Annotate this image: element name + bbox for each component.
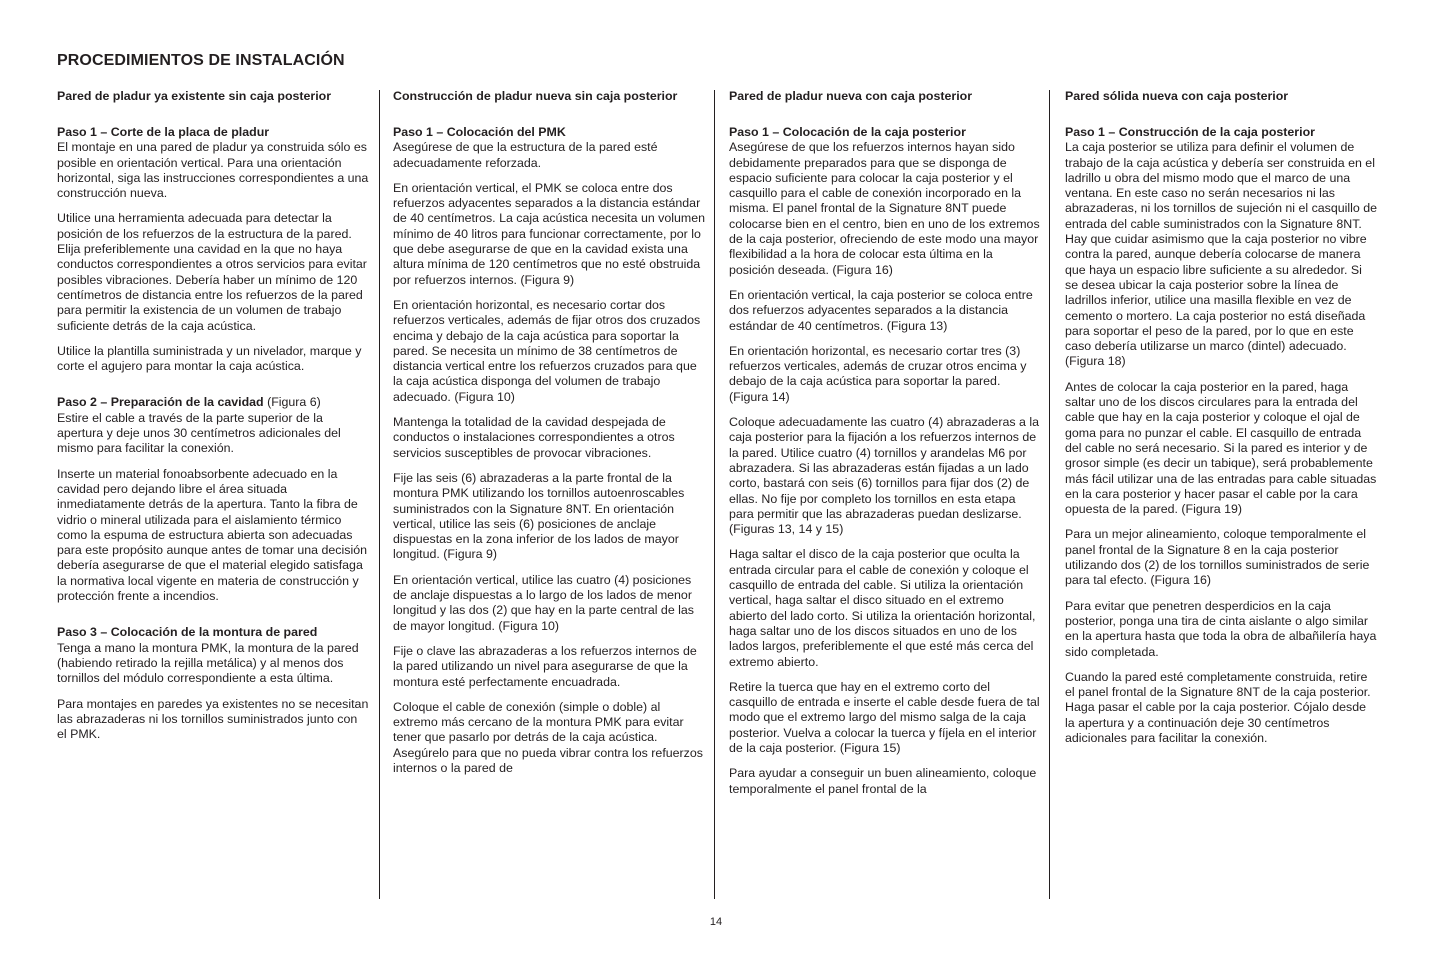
paragraph: Fije o clave las abrazaderas a los refuerzos internos de la pared utilizando un nivel para asegurarse de que la montura esté perfectamente encuadrada. bbox=[393, 643, 697, 689]
paragraph: En orientación horizontal, es necesario cortar dos refuerzos verticales, además de fijar otros dos cruzados encima y debajo de la caja acústica para soportar la pared. Se necesita un mínimo de 38 centímetros de distancia vertical entre los refuerzos cruzados para que la caja acústica disponga del volumen de trabajo adecuado. (Figura 10) bbox=[393, 297, 701, 404]
paragraph: El montaje en una pared de pladur ya construida sólo es posible en orientación vertical. Para una orientación horizontal, siga las instrucciones correspondientes a una construcción nueva. bbox=[57, 140, 369, 201]
step-title bbox=[729, 125, 1041, 140]
step-section bbox=[1065, 125, 1377, 370]
step-title bbox=[57, 395, 369, 410]
column-new-solid-wall-backbox bbox=[1065, 88, 1377, 756]
paragraph: Coloque adecuadamente las cuatro (4) abrazaderas a la caja posterior para la fijación a los refuerzos internos de la pared. Utilice cuatro (4) tornillos y arandelas M6 por abrazadera. Si las abrazaderas están fijadas a un lado corto, bastará con seis (6) tornillos para fijar dos (2) de ellas. No fije por completo los tornillos en esta etapa para permitir que las abrazaderas puedan deslizarse. (Figuras 13, 14 y 15) bbox=[729, 415, 1039, 537]
step-title-text: Paso 3 – Colocación de la montura de pared bbox=[57, 625, 318, 640]
column-divider bbox=[1049, 90, 1050, 899]
paragraph: Cuando la pared esté completamente construida, retire el panel frontal de la Signature 8NT de la caja posterior. Haga pasar el cable por la caja posterior. Cójalo desde la apertura y a continuación deje 30 centímetros adicionales para facilitar la conexión. bbox=[1065, 669, 1371, 745]
step-section bbox=[393, 125, 705, 171]
step-title bbox=[57, 625, 369, 640]
step-title-text: Paso 2 – Preparación de la cavidad bbox=[57, 395, 264, 410]
column-new-plasterboard-no-backbox bbox=[393, 88, 705, 786]
paragraph: Tenga a mano la montura PMK, la montura de la pared (habiendo retirado la rejilla metálica) y al menos dos tornillos del módulo correspondiente a esta última. bbox=[57, 640, 359, 686]
step-title-text: Paso 1 – Construcción de la caja posterior bbox=[1065, 125, 1315, 139]
paragraph: Para montajes en paredes ya existentes no se necesitan las abrazaderas ni los tornillos suministrados junto con el PMK. bbox=[57, 696, 369, 742]
step-title-text: Paso 1 – Colocación de la caja posterior bbox=[729, 125, 966, 139]
paragraph: Coloque el cable de conexión (simple o doble) al extremo más cercano de la montura PMK para evitar tener que pasarlo por detrás de la caja acústica. Asegúrelo para que no pueda vibrar contra los refuerzos internos o la pared de bbox=[393, 699, 703, 775]
column-heading: Pared de pladur ya existente sin caja posterior bbox=[57, 89, 332, 103]
paragraph: Asegúrese de que los refuerzos internos hayan sido debidamente preparados para que se disponga de espacio suficiente para colocar la caja posterior y el casquillo para el cable de conexión incorporado en la misma. El panel frontal de la Signature 8NT puede colocarse bien en el centro, bien en uno de los extremos de la caja posterior, ofreciendo de este modo una mayor flexibilidad a la hora de colocar esta última en la posición deseada. (Figura 16) bbox=[729, 140, 1040, 277]
paragraph: Estire el cable a través de la parte superior de la apertura y deje unos 30 centímetros adicionales del mismo para facilitar la conexión. bbox=[57, 410, 341, 456]
column-heading: Pared de pladur nueva con caja posterior bbox=[729, 89, 973, 103]
column-divider bbox=[379, 90, 380, 899]
paragraph: Para evitar que penetren desperdicios en la caja posterior, ponga una tira de cinta aislante o algo similar en la apertura hasta que toda la obra de albañilería haya sido completada. bbox=[1065, 598, 1377, 659]
paragraph: En orientación vertical, utilice las cuatro (4) posiciones de anclaje dispuestas a lo largo de los lados de menor longitud y las dos (2) que hay en la parte central de las de mayor longitud. (Figura 10) bbox=[393, 572, 694, 633]
step-title bbox=[57, 125, 369, 140]
step-title bbox=[393, 125, 705, 140]
step-section bbox=[57, 625, 369, 686]
step-title bbox=[1065, 125, 1377, 140]
column-new-plasterboard-backbox bbox=[729, 88, 1041, 807]
step-section bbox=[57, 395, 369, 456]
paragraph: Mantenga la totalidad de la cavidad despejada de conductos o instalaciones correspondientes a otros servicios susceptibles de provocar vibraciones. bbox=[393, 415, 675, 460]
paragraph: Utilice la plantilla suministrada y un nivelador, marque y corte el agujero para montar la caja acústica. bbox=[57, 343, 362, 374]
paragraph: Antes de colocar la caja posterior en la pared, haga saltar uno de los discos circulares para la entrada del cable que hay en la caja posterior y coloque el ojal de goma para no punzar el cable. El casquillo de entrada del cable no será necesario. Si la pared es interior y de grosor simple (es decir un tabique), será probablemente más fácil utilizar una de las entradas para cable situadas en la cara posterior y hacer pasar el cable por la cara opuesta de la pared. (Figura 19) bbox=[1065, 379, 1377, 517]
paragraph: En orientación horizontal, es necesario cortar tres (3) refuerzos verticales, además de cruzar otros encima y debajo de la caja acústica para soportar la pared. (Figura 14) bbox=[729, 343, 1027, 404]
paragraph: Para un mejor alineamiento, coloque temporalmente el panel frontal de la Signature 8 en la caja posterior utilizando dos (2) de los tornillos suministrados de serie para tal efecto. (Figura 16) bbox=[1065, 527, 1370, 588]
figure-reference: (Figura 6) bbox=[263, 395, 321, 410]
paragraph: La caja posterior se utiliza para definir el volumen de trabajo de la caja acústica y debería ser construida en el ladrillo u obra del mismo modo que el marco de una ventana. En este caso no serán necesarios ni las abrazaderas, ni los tornillos de sujeción ni el casquillo de entrada del cable suministrados con la Signature 8NT. Hay que cuidar asimismo que la caja posterior no vibre contra la pared, aunque debería colocarse de manera que haya un espacio libre suficiente a su alrededor. Si se desea ubicar la caja posterior sobre la línea de ladrillos inferior, utilice una masilla flexible en vez de cemento o mortero. La caja posterior no está diseñada para soportar el peso de la pared, por lo que en este caso debería utilizarse un marco (dintel) adecuado. (Figura 18) bbox=[1065, 140, 1378, 369]
column-heading: Pared sólida nueva con caja posterior bbox=[1065, 89, 1289, 103]
step-section bbox=[57, 125, 369, 201]
paragraph: Para ayudar a conseguir un buen alineamiento, coloque temporalmente el panel frontal de la bbox=[729, 766, 1037, 796]
paragraph: Inserte un material fonoabsorbente adecuado en la cavidad pero dejando libre el área situada inmediatamente detrás de la apertura. Tanto la fibra de vidrio o mineral utilizada para el aislamiento térmico como la espuma de estructura abierta son adecuadas para este propósito aunque antes de tomar una decisión debería asegurarse de que el material elegido satisfaga la normativa local vigente en materia de construcción y protección frente a incendios. bbox=[57, 466, 367, 604]
column-divider bbox=[714, 90, 715, 899]
page-title: PROCEDIMIENTOS DE INSTALACIÓN bbox=[57, 52, 345, 69]
paragraph: En orientación vertical, la caja posterior se coloca entre dos refuerzos adyacentes separados a la distancia estándar de 40 centímetros. (Figura 13) bbox=[729, 287, 1033, 333]
paragraph: Asegúrese de que la estructura de la pared esté adecuadamente reforzada. bbox=[393, 140, 658, 170]
paragraph: En orientación vertical, el PMK se coloca entre dos refuerzos adyacentes separados a la distancia estándar de 40 centímetros. La caja acústica necesita un volumen mínimo de 40 litros para funcionar correctamente, por lo que debe asegurarse de que en la cavidad exista una altura mínima de 120 centímetros que no esté obstruida por refuerzos internos. (Figura 9) bbox=[393, 180, 706, 287]
step-section bbox=[729, 125, 1041, 278]
paragraph: Haga saltar el disco de la caja posterior que oculta la entrada circular para el cable de conexión y coloque el casquillo de entrada del cable. Si utiliza la orientación vertical, haga saltar el disco situado en el extremo abierto del lado corto. Si utiliza la orientación horizontal, haga saltar uno de los discos situados en uno de los lados largos, preferiblemente el que esté más cerca del extremo abierto. bbox=[729, 547, 1036, 669]
paragraph: Retire la tuerca que hay en el extremo corto del casquillo de entrada e inserte el cable desde fuera de tal modo que el extremo largo del mismo salga de la caja posterior. Vuelva a colocar la tuerca y fíjela en el interior de la caja posterior. (Figura 15) bbox=[729, 679, 1040, 755]
step-title-text: Paso 1 – Corte de la placa de pladur bbox=[57, 125, 270, 139]
paragraph: Utilice una herramienta adecuada para detectar la posición de los refuerzos de la estructura de la pared. Elija preferiblemente una cavidad en la que no haya conductos correspondientes a otros servicios para evitar posibles vibraciones. Debería haber un mínimo de 120 centímetros de distancia entre los refuerzos de la pared para permitir la existencia de un volumen de trabajo suficiente detrás de la caja acústica. bbox=[57, 211, 367, 333]
column-heading: Construcción de pladur nueva sin caja posterior bbox=[393, 89, 678, 103]
paragraph: Fije las seis (6) abrazaderas a la parte frontal de la montura PMK utilizando los tornillos autoenroscables suministrados con la Signature 8NT. En orientación vertical, utilice las seis (6) posiciones de anclaje dispuestas en la zona inferior de los lados de mayor longitud. (Figura 9) bbox=[393, 470, 685, 562]
page-number: 14 bbox=[709, 916, 723, 928]
step-title-text: Paso 1 – Colocación del PMK bbox=[393, 125, 566, 139]
column-existing-plasterboard bbox=[57, 88, 369, 752]
